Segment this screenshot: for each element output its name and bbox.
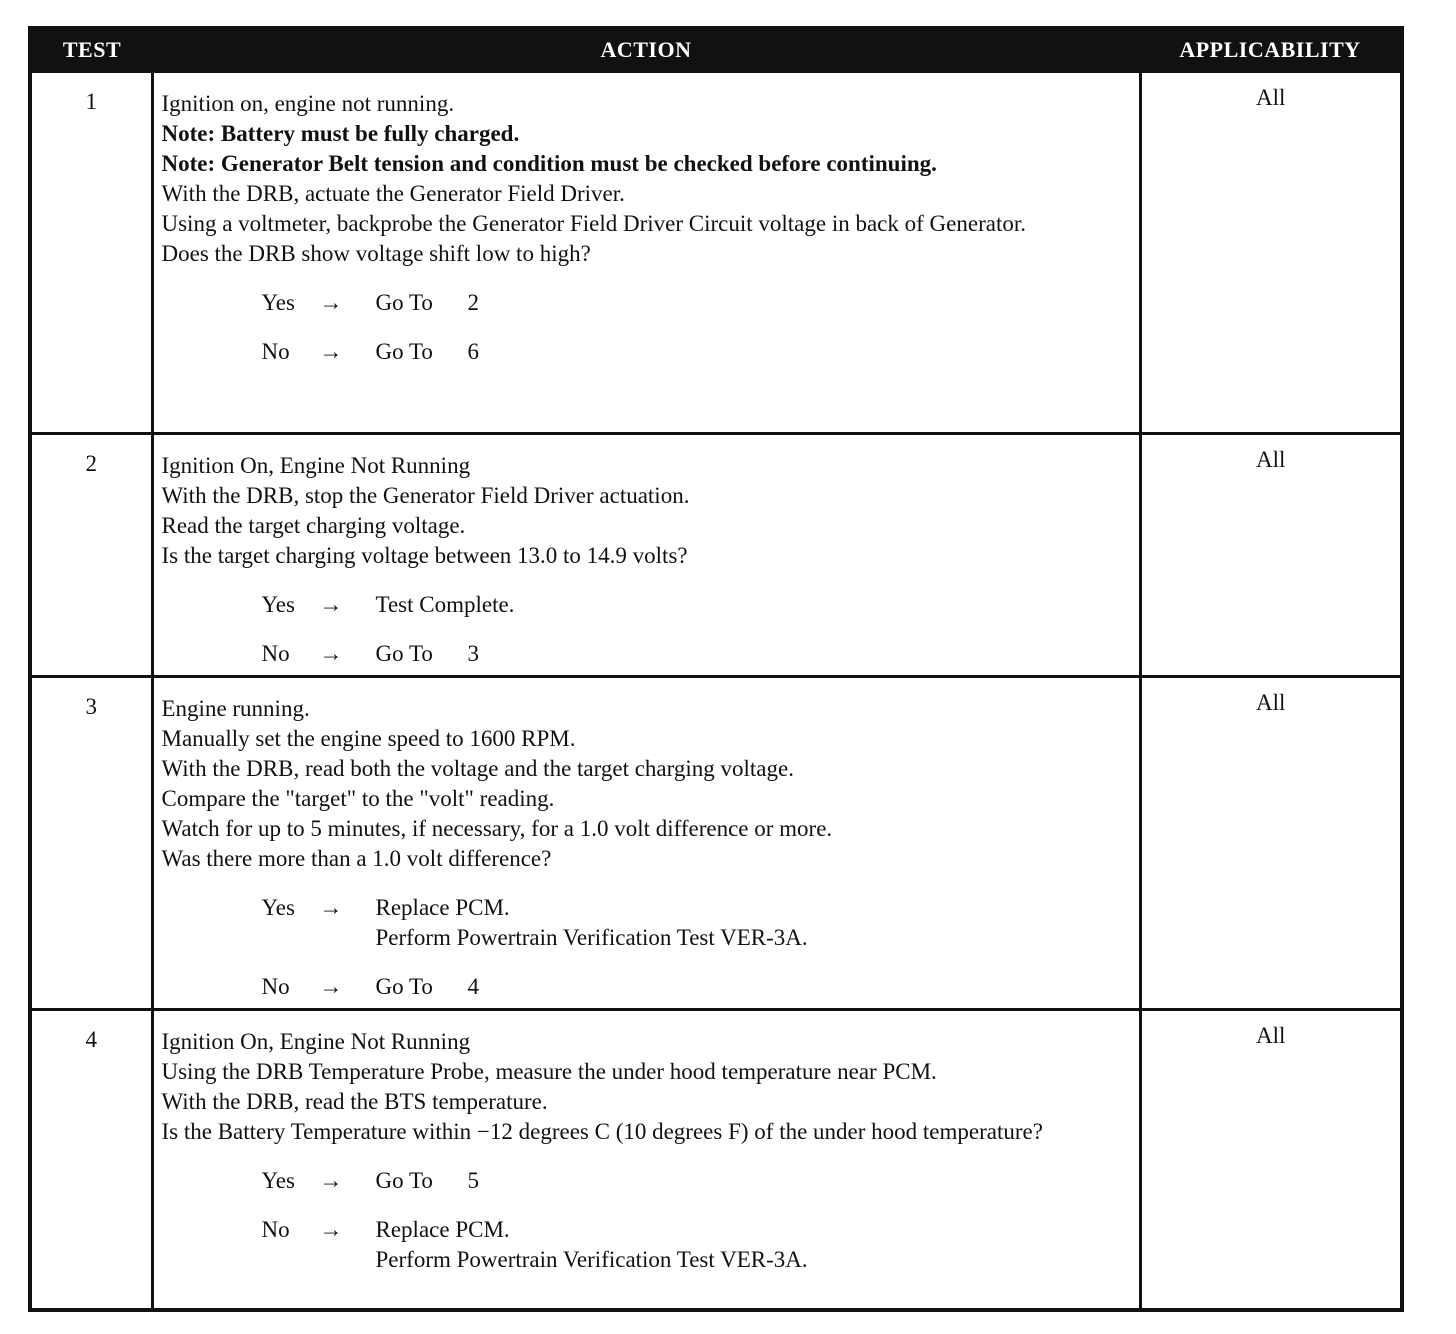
outcome-no [262,972,1133,1002]
applicability-cell: All [1140,1010,1402,1310]
arrow-right-icon: → [319,974,343,999]
action-line: Using a voltmeter, backprobe the Generator Field Driver Circuit voltage in back of Generator. [161,211,1026,236]
action-cell [152,1010,1140,1310]
test-row-2 [30,434,1402,677]
test-row-3 [30,677,1402,1010]
goto-text: Go To [375,290,433,315]
outcome-result: Replace PCM. [375,1217,510,1242]
goto-text: Go To [375,974,433,999]
action-line: Engine running. [161,696,310,721]
outcome-result-detail: Perform Powertrain Verification Test VER-3A. [375,925,808,950]
test-number: 3 [30,677,152,1010]
action-cell [152,677,1140,1010]
goto-target: 5 [467,1168,479,1193]
diagnostic-table-sheet [28,26,1400,1312]
action-line: With the DRB, read both the voltage and the target charging voltage. [161,756,794,781]
action-line: Using the DRB Temperature Probe, measure the under hood temperature near PCM. [161,1059,937,1084]
header-row [30,28,1402,72]
outcome-yes [262,288,1133,318]
goto-text: Go To [375,339,433,364]
arrow-right-icon: → [319,592,343,617]
action-line: Compare the "target" to the "volt" reading. [161,786,555,811]
action-line: With the DRB, read the BTS temperature. [161,1089,548,1114]
outcome-label: No [261,641,290,666]
action-line: Watch for up to 5 minutes, if necessary, for a 1.0 volt difference or more. [161,816,833,841]
header-action: ACTION [152,28,1140,72]
action-line: With the DRB, stop the Generator Field Driver actuation. [161,483,690,508]
test-row-4 [30,1010,1402,1310]
arrow-right-icon: → [319,641,343,666]
outcome-result: Replace PCM. [375,895,510,920]
applicability-cell: All [1140,434,1402,677]
goto-target: 4 [467,974,479,999]
action-note: Note: Battery must be fully charged. [161,121,520,146]
outcome-result: Test Complete. [375,592,515,617]
action-question: Does the DRB show voltage shift low to high? [161,241,591,266]
diagnostic-test-table [28,26,1404,1312]
test-number: 1 [30,72,152,434]
outcome-no [262,337,1133,367]
test-number: 2 [30,434,152,677]
goto-target: 3 [467,641,479,666]
action-line: Ignition on, engine not running. [161,91,455,116]
outcome-label: No [261,339,290,364]
arrow-right-icon: → [319,895,343,920]
outcome-yes [262,590,1133,620]
arrow-right-icon: → [319,1168,343,1193]
action-cell [152,72,1140,434]
test-row-1 [30,72,1402,434]
outcome-no [262,639,1133,669]
outcome-label: No [261,1217,290,1242]
goto-text: Go To [375,1168,433,1193]
action-line: Ignition On, Engine Not Running [161,1029,471,1054]
goto-target: 2 [467,290,479,315]
outcome-no [262,1215,1133,1275]
outcome-result-detail: Perform Powertrain Verification Test VER-3A. [375,1247,808,1272]
outcome-label: No [261,974,290,999]
goto-text: Go To [375,641,433,666]
action-question: Is the Battery Temperature within −12 degrees C (10 degrees F) of the under hood temperature? [161,1119,1043,1144]
action-cell [152,434,1140,677]
header-test: TEST [30,28,152,72]
header-applicability: APPLICABILITY [1140,28,1402,72]
goto-target: 6 [467,339,479,364]
arrow-right-icon: → [319,339,343,364]
applicability-cell: All [1140,72,1402,434]
action-note: Note: Generator Belt tension and condition must be checked before continuing. [161,151,937,176]
outcome-label: Yes [261,895,295,920]
outcome-label: Yes [261,592,295,617]
action-question: Was there more than a 1.0 volt difference? [161,846,552,871]
action-line: With the DRB, actuate the Generator Field Driver. [161,181,625,206]
arrow-right-icon: → [319,290,343,315]
arrow-right-icon: → [319,1217,343,1242]
outcome-label: Yes [261,290,295,315]
outcome-label: Yes [261,1168,295,1193]
outcome-yes [262,1166,1133,1196]
action-question: Is the target charging voltage between 13.0 to 14.9 volts? [161,543,688,568]
test-number: 4 [30,1010,152,1310]
applicability-cell: All [1140,677,1402,1010]
action-line: Read the target charging voltage. [161,513,466,538]
action-line: Ignition On, Engine Not Running [161,453,471,478]
action-line: Manually set the engine speed to 1600 RPM. [161,726,576,751]
outcome-yes [262,893,1133,953]
